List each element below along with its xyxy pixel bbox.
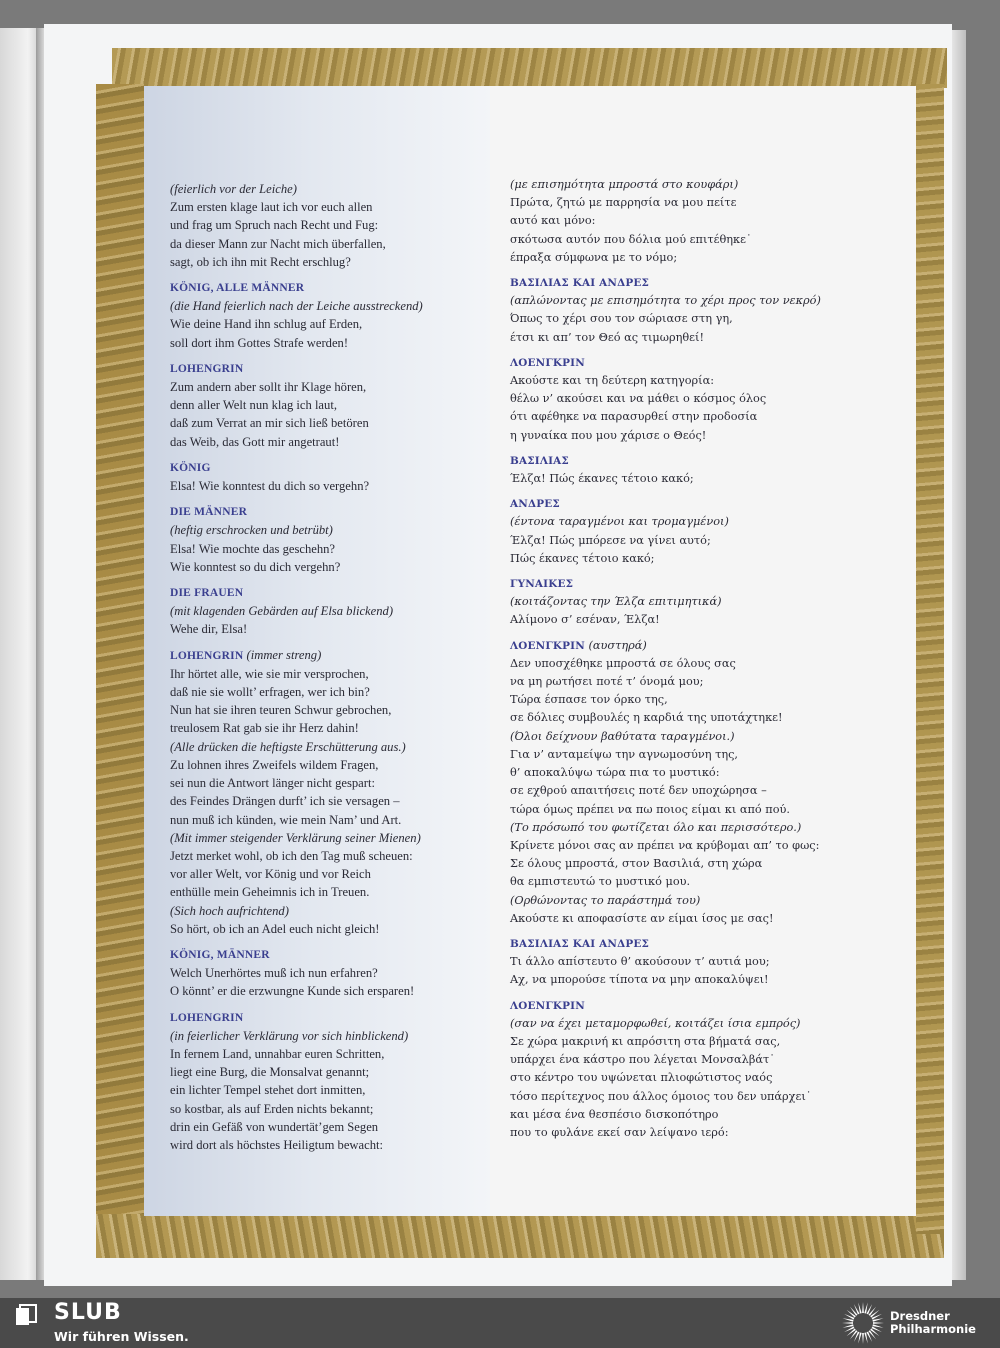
stage-direction: (Όλοι δείχνουν βαθύτατα ταραγμένοι.) [510,729,735,743]
verse-line: Zu lohnen ihres Zweifels wildem Fragen, [170,757,379,772]
speaker-name: ΒΑΣΙΛΙΑΣ [510,454,569,467]
verse-line: soll dort ihm Gottes Strafe werden! [170,335,349,350]
stage-direction: (Το πρόσωπό του φωτίζεται όλο και περισσότερο.) [510,820,802,834]
verse-line: και μέσα ένα θεσπέσιο δισκοπότηρο [510,1107,719,1121]
verse-line: η γυναίκα που μου χάρισε ο Θεός! [510,428,707,442]
verse-block [170,583,490,639]
verse-line: In fernem Land, unnahbar euren Schritten, [170,1046,385,1061]
verse-line: θ’ αποκαλύψω τώρα πια το μυστικό: [510,766,720,780]
logo-ray [864,1333,867,1344]
slub-tagline: Wir führen Wissen. [54,1329,189,1344]
verse-line: Έλζα! Πώς έκανες τέτοιο κακό; [510,472,694,486]
verse-line: O könnt’ er die erzwungne Kunde sich ersparen! [170,984,415,999]
verse-block [510,935,910,990]
verse-line: vor aller Welt, vor König und vor Reich [170,867,371,882]
verse-line: Wie deine Hand ihn schlug auf Erden, [170,317,363,332]
logo-ray [843,1324,854,1327]
logo-ray [847,1329,856,1337]
stage-direction: (απλώνοντας με επισημότητα το χέρι προς τον νεκρό) [510,294,821,308]
verse-line: Wie konntest so du dich vergehn? [170,559,341,574]
verse-line: enthülle mein Geheimnis ich in Treuen. [170,885,370,900]
speaker-line [170,1008,490,1027]
stage-direction: (Mit immer steigender Verklärung seiner Mienen) [170,830,421,845]
logo-ray [870,1310,879,1318]
verse-line: des Feindes Drängen durft’ ich sie versagen – [170,794,400,809]
speaker-line [510,274,910,292]
speaker-line [510,575,910,593]
verse-line: Zum ersten klage laut ich vor euch allen [170,200,373,215]
verse-line: Welch Unerhörtes muß ich nun erfahren? [170,966,378,981]
verse-line: έπραξα σύμφωνα με το νόμο; [510,250,678,264]
verse-line: Elsa! Wie mochte das geschehn? [170,541,336,556]
speaker-name: ΛΟΕΝΓΚΡΙΝ [510,639,585,652]
verse-line: σε εχθρού απαιτήσεις ποτέ δεν υποχώρησα – [510,784,767,798]
verse-line: Ihr hörtet alle, wie sie mir versprochen, [170,666,369,681]
slub-logo-icon [14,1303,38,1327]
stage-direction: (έντονα ταραγμένοι και τρομαγμένοι) [510,515,729,529]
logo-ray [873,1322,884,1324]
stage-direction: (immer streng) [246,647,322,662]
speaker-line [170,646,490,665]
gold-leaf-left [96,84,144,1256]
verse-line: Ακούστε κι αποφασίστε αν είμαι ίσος με σας! [510,911,774,925]
verse-line: να μη ρωτήσει ποτέ τ’ όνομά μου; [510,675,704,689]
philharmonie-name-line1: Dresdner [890,1309,950,1323]
verse-line: Αχ, να μπορούσε τίποτα να μην αποκαλύψει! [510,973,769,987]
verse-line: Zum andern aber sollt ihr Klage hören, [170,380,367,395]
stage-direction: (Sich hoch aufrichtend) [170,903,289,918]
verse-line: ein lichter Tempel stehet dort inmitten, [170,1083,366,1098]
gold-leaf-bottom [96,1214,944,1258]
logo-ray [869,1330,877,1339]
greek-libretto-column [510,176,910,1149]
slub-name[interactable]: SLUB [54,1300,122,1325]
verse-block [510,176,910,267]
verse-line: Για ν’ ανταμείψω την αγνωμοσύνη της, [510,747,739,761]
speaker-name: LOHENGRIN [170,649,244,662]
stage-direction: (με επισημότητα μπροστά στο κουφάρι) [510,178,739,191]
verse-line: Πώς έκανες τέτοιο κακό; [510,551,655,565]
speaker-line [510,997,910,1015]
verse-block [510,274,910,347]
logo-ray [850,1330,858,1339]
logo-ray [843,1318,854,1321]
speaker-name: ΒΑΣΙΛΙΑΣ ΚΑΙ ΑΝΔΡΕΣ [510,277,650,290]
logo-ray [858,1333,861,1344]
stage-direction: (heftig erschrocken und betrübt) [170,523,333,538]
stage-direction: (die Hand feierlich nach der Leiche ausstreckend) [170,299,423,314]
verse-line: sei nun die Antwort länger nicht gespart: [170,776,375,791]
verse-line: nun muß ich künden, wie mein Nam’ und Art. [170,812,402,827]
verse-line: Έλζα! Πώς μπόρεσε να γίνει αυτό; [510,533,711,547]
verse-line: Σε χώρα μακρινή κι απρόσιτη στα βήματά σας, [510,1034,781,1048]
speaker-line [170,945,490,964]
logo-ray [858,1303,861,1314]
verse-line: ότι αφέθηκε να παρασυρθεί στην προδοσία [510,410,758,424]
verse-line: und frag um Spruch nach Recht und Fug: [170,218,379,233]
gold-leaf-top [112,48,947,88]
verse-line: υπάρχει ένα κάστρο που λέγεται Μονσαλβάτ˙ [510,1053,775,1067]
stage-direction: (αυστηρά) [588,638,647,652]
left-page-edge [0,28,40,1280]
speaker-line [170,583,490,602]
verse-line: Τώρα έσπασε τον όρκο της, [510,693,668,707]
speaker-name: KÖNIG [170,461,211,474]
verse-block [510,997,910,1143]
logo-ray [869,1307,877,1316]
speaker-name: ΛΟΕΝΓΚΡΙΝ [510,356,585,369]
logo-ray [842,1322,853,1324]
verse-line: Κρίνετε μόνοι σας αν πρέπει να κρύβομαι απ’ το φως: [510,838,820,852]
verse-line: Jetzt merket wohl, ob ich den Tag muß scheuen: [170,848,413,863]
verse-line: που το φυλάνε εκεί σαν λείψανο ιερό: [510,1125,729,1139]
philharmonie-name[interactable] [890,1310,976,1336]
verse-block [170,502,490,576]
stage-direction: (Alle drücken die heftigste Erschütterung aus.) [170,739,406,754]
speaker-line [510,354,910,372]
verse-line: Τι άλλο απίστευτο θ’ ακούσουν τ’ αυτιά μου; [510,955,770,969]
stage-direction: (in feierlicher Verklärung vor sich hinblickend) [170,1028,409,1043]
verse-block [170,278,490,352]
logo-ray [870,1329,879,1337]
stage-direction: (σαν να έχει μεταμορφωθεί, κοιτάζει ίσια εμπρός) [510,1016,801,1030]
speaker-line [510,637,910,655]
verse-line: Wehe dir, Elsa! [170,622,248,637]
logo-ray [864,1303,867,1314]
speaker-name: ΑΝΔΡΕΣ [510,498,560,511]
verse-block [510,495,910,568]
page-stack-edge [952,30,966,1280]
verse-block [510,637,910,928]
speaker-name: DIE MÄNNER [170,506,248,519]
verse-block [510,575,910,630]
verse-block [170,180,490,271]
stage-direction: (feierlich vor der Leiche) [170,182,297,196]
speaker-name: ΛΟΕΝΓΚΡΙΝ [510,999,585,1012]
speaker-line [170,502,490,521]
verse-line: Πρώτα, ζητώ με παρρησία να μου πείτε [510,196,737,210]
verse-line: τώρα όμως πρέπει να πω ποιος είμαι κι από πού. [510,802,790,816]
verse-block [170,359,490,451]
logo-ray [847,1310,856,1318]
philharmonie-name-line2: Philharmonie [890,1322,976,1336]
speaker-name: KÖNIG, MÄNNER [170,948,270,961]
verse-line: So hört, ob ich an Adel euch nicht gleich! [170,921,380,936]
verse-line: das Weib, das Gott mir angetraut! [170,434,340,449]
verse-block [170,458,490,495]
verse-block [510,452,910,488]
verse-line: Αλίμονο σ’ εσέναν, Έλζα! [510,613,660,627]
verse-line: drin ein Gefäß von wundertät’gem Segen [170,1119,379,1134]
verse-line: sagt, ob ich ihn mit Recht erschlug? [170,254,351,269]
philharmonie-logo-icon [840,1300,886,1346]
speaker-name: ΓΥΝΑΙΚΕΣ [510,578,574,591]
verse-line: Σε όλους μπροστά, στον Βασιλιά, στη χώρα [510,857,763,871]
verse-block [170,1008,490,1155]
verse-line: έτσι κι απ’ τον Θεό ας τιμωρηθεί! [510,330,704,344]
verse-line: σκότωσα αυτόν που δόλια μού επιτέθηκε˙ [510,232,752,246]
gold-leaf-right [916,84,944,1234]
speaker-line [170,359,490,378]
logo-ray [850,1307,858,1316]
speaker-line [170,278,490,297]
verse-block [170,945,490,1001]
verse-line: στο κέντρο του υψώνεται πλιοφώτιστος ναός [510,1071,773,1085]
stage-direction: (mit klagenden Gebärden auf Elsa blickend) [170,604,394,619]
verse-line: Nun hat sie ihren teuren Schwur gebrochen, [170,703,392,718]
verse-line: θέλω ν’ ακούσει και να μάθει ο κόσμος όλος [510,392,767,406]
verse-line: Δεν υποσχέθηκε μπροστά σε όλους σας [510,656,736,670]
verse-line: daß nie sie wollt’ erfragen, wer ich bin? [170,685,370,700]
verse-line: τόσο περίτεχνος που άλλος όμοιος του δεν υπάρχει˙ [510,1089,812,1103]
verse-line: Όπως το χέρι σου τον σώριασε στη γη, [510,312,733,326]
speaker-line [170,458,490,477]
speaker-line [510,452,910,470]
speaker-name: ΒΑΣΙΛΙΑΣ ΚΑΙ ΑΝΔΡΕΣ [510,937,650,950]
speaker-name: KÖNIG, ALLE MÄNNER [170,282,305,295]
verse-block [170,646,490,938]
verse-line: treulosem Rat gab sie ihr Herz dahin! [170,721,359,736]
german-libretto-column [170,180,490,1161]
verse-line: so kostbar, als auf Erden nichts bekannt; [170,1101,374,1116]
speaker-name: LOHENGRIN [170,362,244,375]
verse-block [510,354,910,445]
stage-direction: (κοιτάζοντας την Έλζα επιτιμητικά) [510,595,722,609]
speaker-name: DIE FRAUEN [170,587,244,600]
logo-ray [873,1318,884,1321]
verse-line: θα εμπιστευτώ το μυστικό μου. [510,875,691,889]
verse-line: Ακούστε και τη δεύτερη κατηγορία: [510,374,715,388]
verse-line: σε δόλιες συμβουλές η καρδιά της υποτάχτηκε! [510,711,783,725]
logo-ray [862,1302,864,1313]
verse-line: denn aller Welt nun klag ich laut, [170,398,337,413]
verse-line: daß zum Verrat an mir sich ließ betören [170,416,369,431]
logo-ray [873,1324,884,1327]
speaker-name: LOHENGRIN [170,1011,244,1024]
logo-ray [862,1333,864,1344]
verse-line: αυτό και μόνο: [510,214,596,228]
speaker-line [510,495,910,513]
stage-direction: (Ορθώνοντας το παράστημά του) [510,893,701,907]
verse-line: Elsa! Wie konntest du dich so vergehn? [170,479,370,494]
verse-line: wird dort als höchstes Heiligtum bewacht: [170,1137,383,1152]
verse-line: liegt eine Burg, die Monsalvat genannt; [170,1065,370,1080]
speaker-line [510,935,910,953]
verse-line: da dieser Mann zur Nacht mich überfallen, [170,236,386,251]
